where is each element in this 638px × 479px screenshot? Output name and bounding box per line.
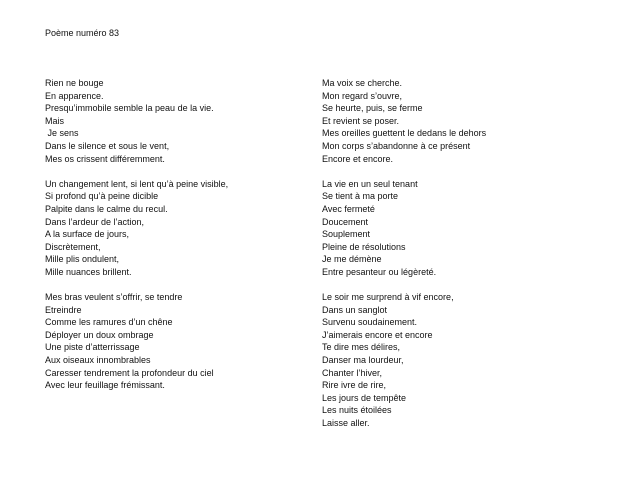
poem-line: A la surface de jours, — [45, 229, 130, 240]
poem-line: Mes oreilles guettent le dedans le dehors — [322, 128, 487, 139]
poem-line: Se heurte, puis, se ferme — [322, 103, 423, 114]
poem-line: Rien ne bouge — [45, 78, 104, 88]
poem-line: Mais — [45, 115, 65, 126]
poem-line: Comme les ramures d’un chêne — [45, 317, 173, 328]
poem-line: Mille plis ondulent, — [45, 254, 120, 265]
poem-line: Mes bras veulent s’offrir, se tendre — [45, 292, 183, 303]
poem-line: Doucement — [322, 216, 369, 227]
poem-right-column — [322, 77, 622, 442]
poem-line: Mes os crissent différemment. — [45, 153, 165, 164]
poem-line: Je sens — [45, 128, 79, 139]
poem-title: Poème numéro 83 — [45, 28, 120, 38]
poem-line: Laisse aller. — [322, 418, 370, 429]
poem-line: Déployer un doux ombrage — [45, 329, 154, 340]
poem-line: Dans l’ardeur de l’action, — [45, 216, 145, 227]
poem-line: Discrètement, — [45, 241, 101, 252]
poem-line: Encore et encore. — [322, 153, 394, 164]
poem-line: Ma voix se cherche. — [322, 78, 403, 88]
poem-line: Avec leur feuillage frémissant. — [45, 380, 165, 391]
stanza — [45, 77, 305, 165]
stanza — [322, 291, 622, 430]
poem-line: Mon regard s’ouvre, — [322, 90, 403, 101]
poem-line: Chanter l’hiver, — [322, 367, 383, 378]
poem-line: Entre pesanteur ou légèreté. — [322, 266, 437, 277]
poem-line: Les jours de tempête — [322, 392, 407, 403]
poem-line: Mille nuances brillent. — [45, 266, 132, 277]
poem-line: Dans le silence et sous le vent, — [45, 140, 170, 151]
poem-line: Je me démène — [322, 254, 382, 265]
poem-line: Palpite dans le calme du recul. — [45, 203, 168, 214]
poem-line: Une piste d’atterrissage — [45, 342, 140, 353]
stanza — [45, 291, 305, 392]
poem-line: Le soir me surprend à vif encore, — [322, 292, 454, 303]
poem-line: Etreindre — [45, 304, 82, 315]
poem-line: Si profond qu’à peine dicible — [45, 191, 159, 202]
poem-line: Caresser tendrement la profondeur du ciel — [45, 367, 214, 378]
poem-line: Mon corps s’abandonne à ce présent — [322, 140, 471, 151]
poem-line: Danser ma lourdeur, — [322, 355, 404, 366]
poem-line: Un changement lent, si lent qu’à peine visible, — [45, 178, 229, 189]
poem-line: Les nuits étoilées — [322, 405, 392, 416]
poem-line: Te dire mes délires, — [322, 342, 401, 353]
poem-line: Presqu’immobile semble la peau de la vie. — [45, 103, 214, 114]
poem-line: Aux oiseaux innombrables — [45, 355, 151, 366]
poem-line: Survenu soudainement. — [322, 317, 418, 328]
poem-line: Rire ivre de rire, — [322, 380, 387, 391]
poem-line: J’aimerais encore et encore — [322, 329, 433, 340]
poem-line: Avec fermeté — [322, 203, 375, 214]
poem-line: La vie en un seul tenant — [322, 178, 418, 189]
poem-line: En apparence. — [45, 90, 104, 101]
poem-line: Se tient à ma porte — [322, 191, 399, 202]
poem-line: Pleine de résolutions — [322, 241, 406, 252]
stanza — [322, 178, 622, 279]
poem-line: Dans un sanglot — [322, 304, 388, 315]
poem-line: Et revient se poser. — [322, 115, 400, 126]
stanza — [45, 178, 305, 279]
stanza — [322, 77, 622, 165]
poem-left-column — [45, 77, 305, 404]
poem-line: Souplement — [322, 229, 371, 240]
